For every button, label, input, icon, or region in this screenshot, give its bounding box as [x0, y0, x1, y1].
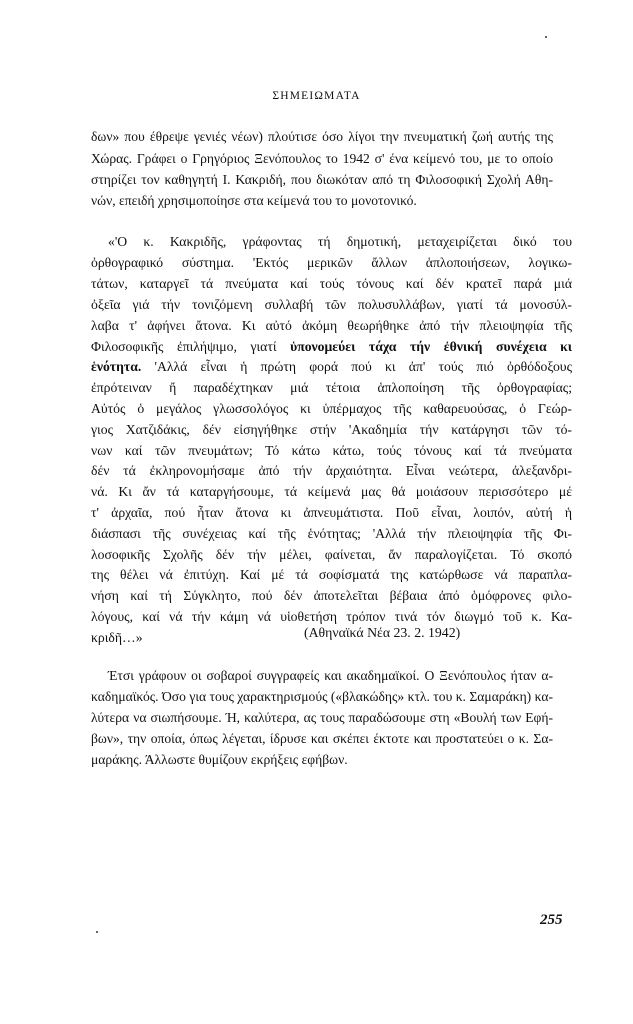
quote-line: γιος Χατζιδάκις, δέν εἰσηγήθηκε στήν 'Ακαδημία τήν κατάργησι τῶν τό-	[91, 422, 572, 437]
quote-line-with-emphasis	[91, 337, 572, 357]
running-header: ΣΗΜΕΙΩΜΑΤΑ	[272, 90, 361, 102]
quote-line: «'Ο κ. Κακριδῆς, γράφοντας τή δημοτική, μεταχειρίζεται δικό του	[108, 234, 572, 249]
emphasis-text: ἑνότητα.	[91, 359, 142, 374]
quote-line: νήση καί τή Σύγκλητο, πού δέν ἀποτελεῖται βέβαια ἀπό ὁμόφρονες φιλο-	[91, 588, 572, 603]
quote-line: διάσπασι τῆς συνέχειας καί τῆς ἑνότητας; 'Αλλά τήν πλειοψηφία τῆς Φι-	[91, 526, 572, 541]
outro-line: μαράκης. Άλλωστε θυμίζουν εκρήξεις εφήβων.	[91, 752, 348, 767]
emphasis-text: ὑπονομεύει τάχα τήν ἐθνική συνέχεια κι	[290, 339, 572, 354]
quote-line: κριδῆ…»	[91, 630, 143, 645]
outro-line: Έτσι γράφουν οι σοβαροί συγγραφείς και ακαδημαϊκοί. Ο Ξενόπουλος ήταν α-	[108, 668, 553, 683]
quote-line: της θέλει νά ἐπιτύχη. Καί μέ τά σοφίσματά της κατώρθωσε νά παραπλα-	[91, 567, 572, 582]
intro-line: δων» που έθρεψε γενιές νέων) πλούτισε όσο λίγοι την πνευματική ζωή αυτής της	[91, 129, 553, 144]
quote-line: λόγους, καί νά τήν κάμη νά υἱοθετήση τρόπον τινά τόν διωγμό τοῦ κ. Κα-	[91, 609, 572, 624]
quote-line: τάτων, καταργεῖ τά πνεύματα καί τούς τόνους καί δέν κρατεῖ παρά μιά	[91, 276, 572, 291]
quote-text: 'Αλλά εἶναι ἡ πρώτη φορά πού κι ἀπ' τούς πιό ὀρθόδοξους	[141, 359, 572, 374]
intro-line: Χώρας. Γράφει ο Γρηγόριος Ξενόπουλος το 1942 σ' ένα κείμενό του, με το οποίο	[91, 151, 553, 166]
intro-line: νών, επειδή χρησιμοποίησε στα κείμενά του το μονοτονικό.	[91, 193, 417, 208]
quote-line: ὀξεῖα γιά τήν τονιζόμενη συλλαβή τῶν πολυσυλλάβων, γιατί τά μονοσύλ-	[91, 297, 572, 312]
page-number: 255	[540, 912, 563, 928]
scan-speck	[96, 931, 98, 933]
outro-line: καδημαϊκός. Όσο για τους χαρακτηρισμούς («βλακώδης» κτλ. του κ. Σαμαράκη) κα-	[91, 689, 553, 704]
quote-source: (Αθηναϊκά Νέα 23. 2. 1942)	[304, 625, 461, 640]
quote-line: λοσοφικῆς Σχολῆς δέν τήν μέλει, φαίνεται, ἄν παραλογίζεται. Τό σκοπό	[91, 547, 572, 562]
quote-text: Φιλοσοφικῆς ἐπιλήψιμο, γιατί	[91, 339, 291, 354]
quote-line: νά. Κι ἄν τά καταργήσουμε, τά κείμενά μας θά μοιάσουν περισσότερο μέ	[91, 484, 572, 499]
quote-line: Αὐτός ὁ μεγάλος γλωσσολόγος κι ὑπέρμαχος τῆς καθαρευούσας, ὁ Γεώρ-	[91, 401, 572, 416]
quote-line: ὀρθογραφικό σύστημα. 'Εκτός μερικῶν ἄλλων ἁπλοποιήσεων, λογικω-	[91, 255, 572, 270]
outro-line: βων», την οποία, όπως λέγεται, ίδρυσε και σκέπει έκτοτε και προστατεύει ο κ. Σα-	[91, 731, 553, 746]
intro-line: στηρίζει τον καθηγητή Ι. Κακριδή, που διωκόταν από τη Φιλοσοφική Σχολή Αθη-	[91, 172, 553, 187]
quote-line: τ' ἀρχαῖα, πού ἦταν ἄτονα κι ἀπνευμάτιστα. Ποῦ εἶναι, λοιπόν, αὐτή ἡ	[91, 505, 572, 520]
scan-speck	[545, 36, 547, 38]
outro-line: λύτερα να σιωπήσουμε. Ή, καλύτερα, ας τους παραδώσουμε στη «Βουλή των Εφή-	[91, 710, 553, 725]
quote-line: δέν τά ἐκληρονομήσαμε ἀπό τήν ἀρχαιότητα. Εἶναι νεώτερα, ἀλεξανδρι-	[91, 463, 572, 478]
quote-line: ἐπρότειναν ἤ παραδέχτηκαν μιά τέτοια ἁπλοποίηση τῆς ὀρθογραφίας;	[91, 380, 572, 395]
quote-line-with-emphasis	[91, 357, 572, 377]
quote-line: νων καί τῶν πνευμάτων; Τό κάτω κάτω, τούς τόνους καί τά πνεύματα	[91, 443, 572, 458]
quote-line: λαβα τ' ἀφήνει ἄτονα. Κι αὐτό ἀκόμη θεωρήθηκε ἀπό τήν πλειοψηφία τῆς	[91, 318, 572, 333]
